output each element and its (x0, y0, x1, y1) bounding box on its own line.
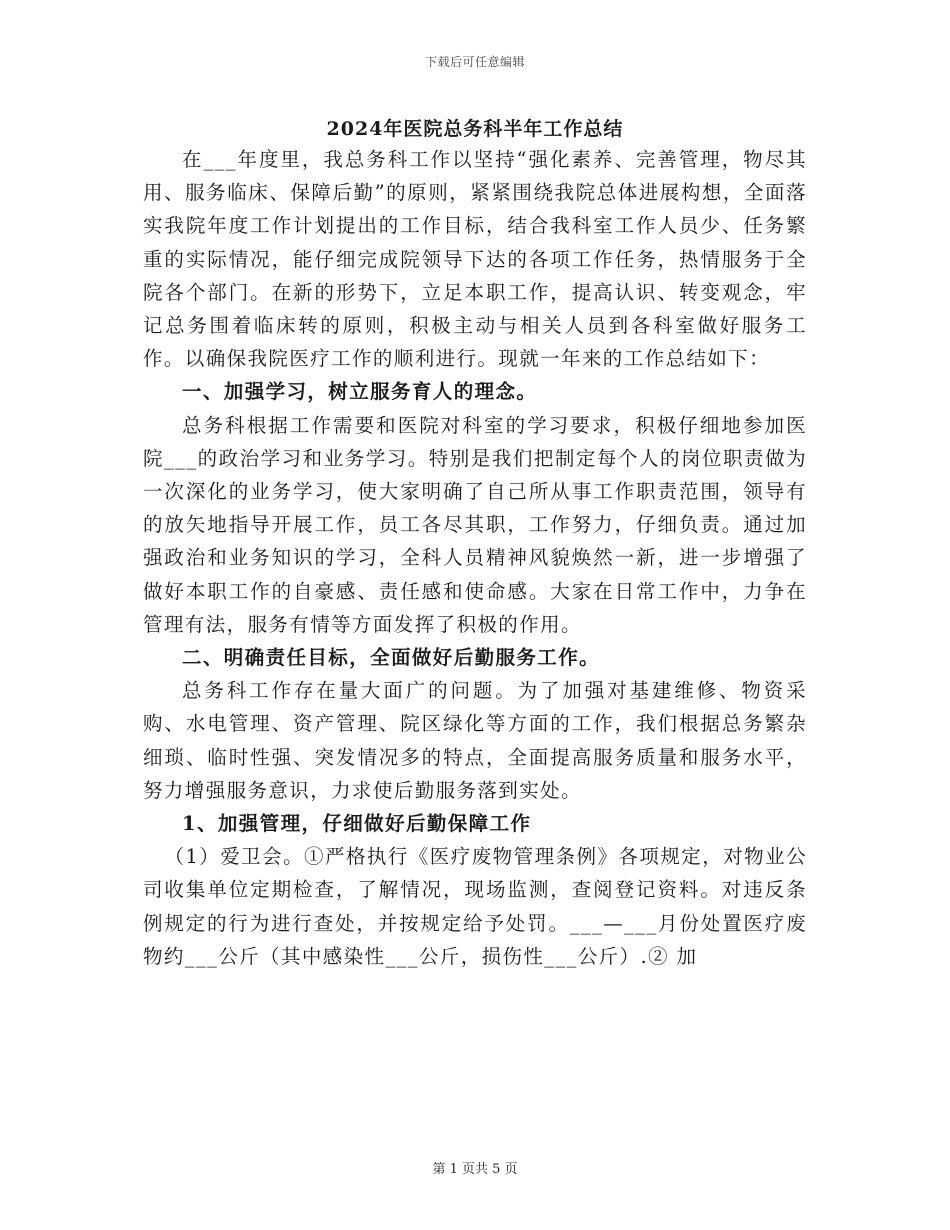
page-number: 第 1 页共 5 页 (432, 1162, 518, 1177)
section-heading-2: 二、明确责任目标，全面做好后勤服务工作。 (182, 646, 601, 670)
paragraph-subitem-1: （1）爱卫会。①严格执行《医疗废物管理条例》各项规定，对物业公司收集单位定期检查，了解情况，现场监测，查阅登记资料。对违反条例规定的行为进行查处，并按规定给予处罚。___—___月份处置医疗废物约___公斤（其中感染性___公斤，损伤性___公斤）.② 加 (143, 845, 807, 968)
paragraph-section-1: 总务科根据工作需要和医院对科室的学习要求，积极仔细地参加医院___的政治学习和业务学习。特别是我们把制定每个人的岗位职责做为一次深化的业务学习，使大家明确了自己所从事工作职责范围，领导有的放矢地指导开展工作，员工各尽其职，工作努力，仔细负责。通过加强政治和业务知识的学习，全科人员精神风貌焕然一新，进一步增强了做好本职工作的自豪感、责任感和使命感。大家在日常工作中，力争在管理有法，服务有情等方面发挥了积极的作用。 (143, 413, 807, 636)
paragraph-intro: 在___年度里，我总务科工作以坚持“强化素养、完善管理，物尽其用、服务临床、保障后勤”的原则，紧紧围绕我院总体进展构想，全面落实我院年度工作计划提出的工作目标，结合我科室工作人员少、任务繁重的实际情况，能仔细完成院领导下达的各项工作任务，热情服务于全院各个部门。在新的形势下，立足本职工作，提高认识、转变观念，牢记总务围着临床转的原则，积极主动与相关人员到各科室做好服务工作。以确保我院医疗工作的顺利进行。现就一年来的工作总结如下： (143, 148, 807, 371)
document-body (143, 143, 807, 973)
header-note: 下载后可任意编辑 (424, 55, 525, 69)
paragraph-section-2: 总务科工作存在量大面广的问题。为了加强对基建维修、物资采购、水电管理、资产管理、院区绿化等方面的工作，我们根据总务繁杂细琐、临时性强、突发情况多的特点，全面提高服务质量和服务水平，努力增强服务意识，力求使后勤服务落到实处。 (143, 679, 807, 802)
subsection-heading-1: 1、加强管理，仔细做好后勤保障工作 (182, 812, 532, 836)
section-heading-1: 一、加强学习，树立服务育人的理念。 (182, 380, 538, 404)
document-title: 2024年医院总务科半年工作总结 (326, 118, 624, 140)
